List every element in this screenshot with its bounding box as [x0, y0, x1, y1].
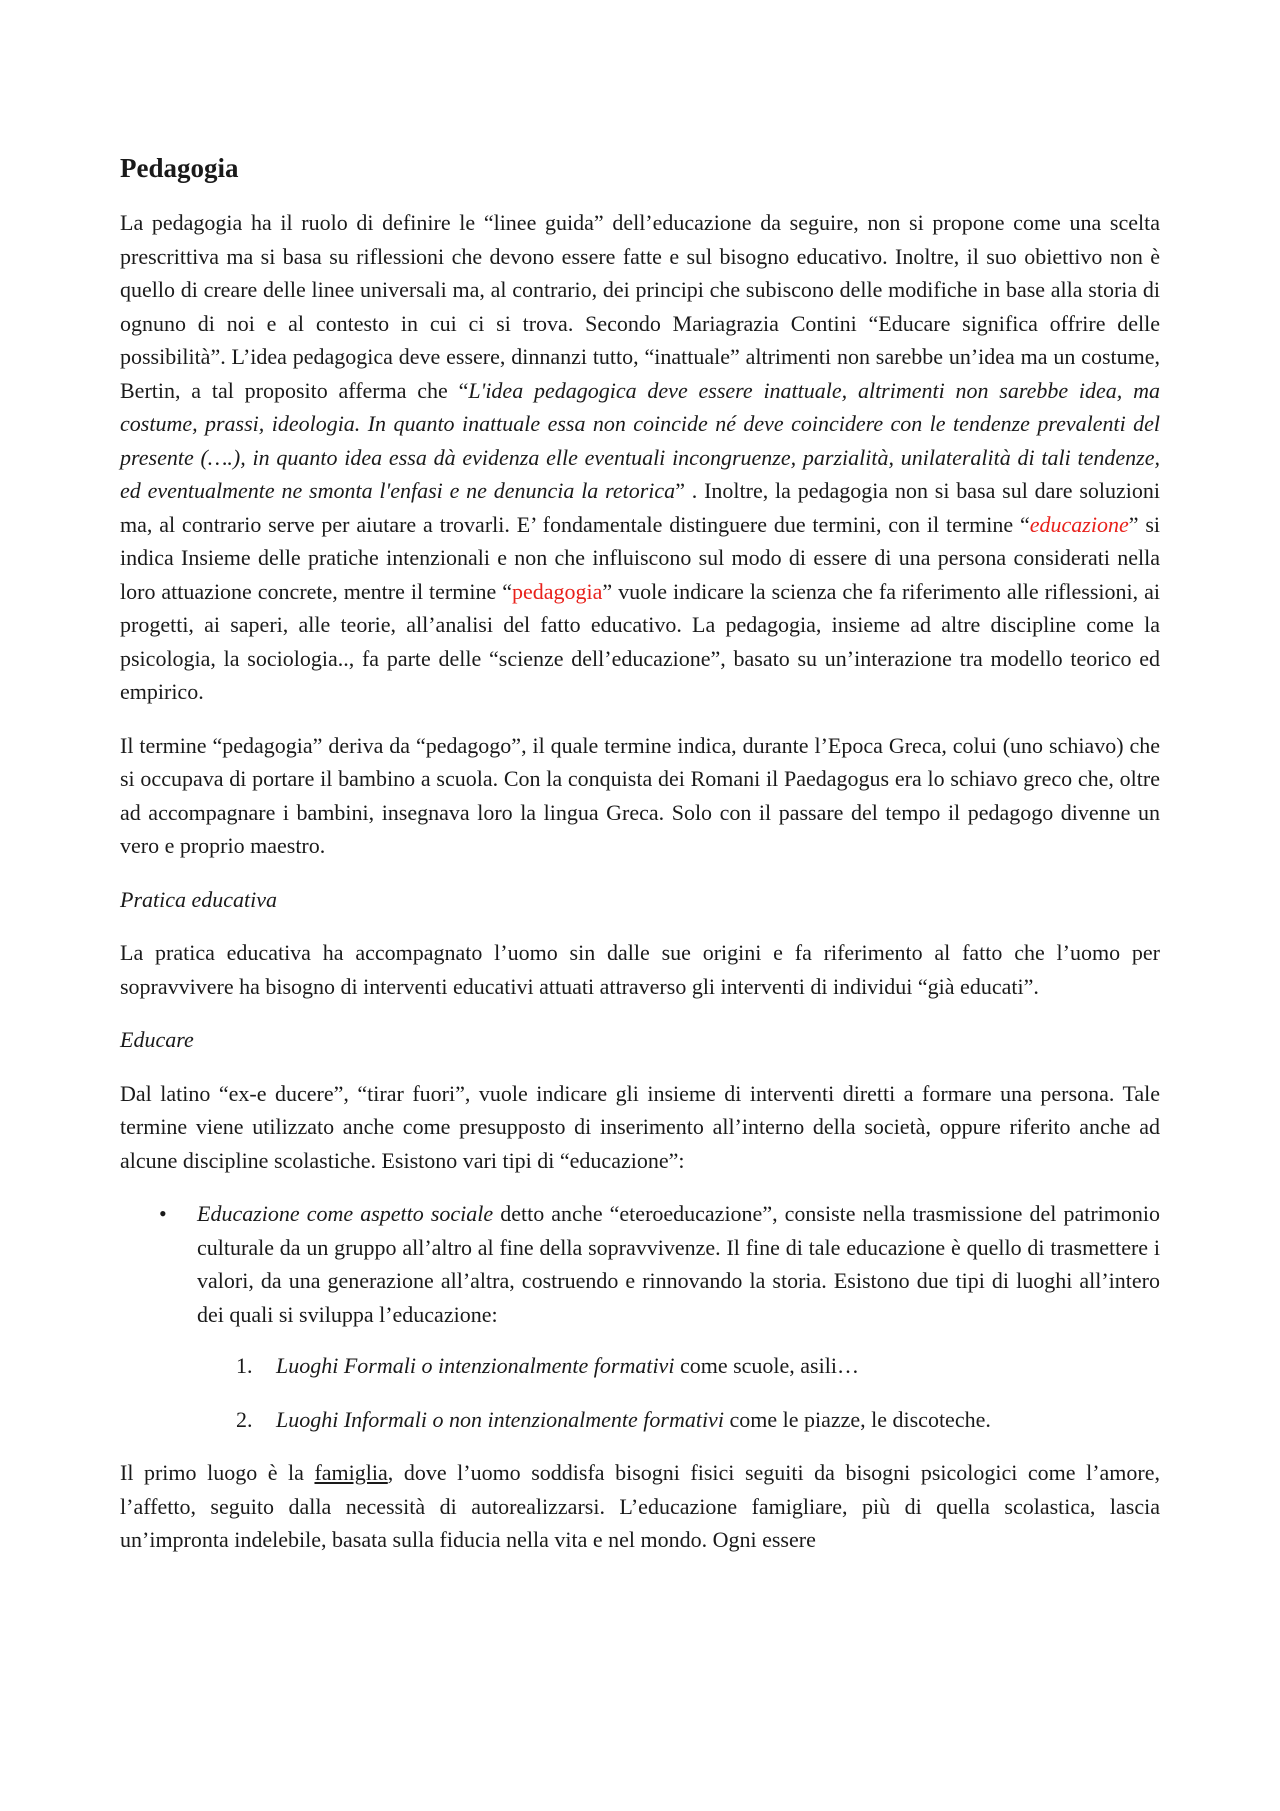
bullet-mark: •: [159, 1201, 167, 1226]
intro-text-3: ” si indica Insieme delle pratiche intenzionali e non che influiscono sul modo di essere di una persona considerati nella loro attuazione concrete, mentre il termine “: [120, 511, 1160, 604]
intro-text-4: ” vuole indicare la scienza che fa riferimento alle riflessioni, ai progetti, ai saperi, alle teorie, all’analisi del fatto educativo. La pedagogia, insieme ad altre discipline come la psicologia, la sociologia.., fa parte delle “scienze dell’educazione”, basato su un’interazione tra modello teorico ed empirico.: [120, 578, 1160, 704]
list-item: [159, 1197, 1160, 1331]
list-item: [236, 1349, 1160, 1383]
list-number: 2.: [236, 1406, 253, 1432]
bullet-italic-label: Educazione come aspetto sociale: [197, 1201, 494, 1226]
list-item: [236, 1403, 1160, 1437]
bertin-quote: L'idea pedagogica deve essere inattuale, altrimenti non sarebbe idea, ma costume, prassi, ideologia. In quanto inattuale essa non coincide né deve coincidere con le tendenze prevalenti del presente (….), in quanto idea essa dà evidenza elle eventuali incongruenze, parzialità, unilateralità di tali tendenze, ed eventualmente ne smonta l'enfasi e ne denuncia la retorica: [120, 377, 1160, 503]
list-item-italic: Luoghi Informali o non intenzionalmente formativi: [276, 1406, 724, 1432]
numbered-list: [120, 1349, 1160, 1436]
term-educazione: educazione: [1029, 511, 1129, 537]
list-item-italic: Luoghi Formali o intenzionalmente formativi: [276, 1353, 675, 1378]
section-title-educare: Educare: [120, 1027, 194, 1052]
famiglia-underlined-word: famiglia: [314, 1460, 388, 1485]
etymology-paragraph: Il termine “pedagogia” deriva da “pedagogo”, il quale termine indica, durante l’Epoca Greca, colui (uno schiavo) che si occupava di portare il bambino a scuola. Con la conquista dei Romani il Paedagogus era lo schiavo greco che, oltre ad accompagnare i bambini, insegnava loro la lingua Greca. Solo con il passare del tempo il pedagogo divenne un vero e proprio maestro.: [120, 732, 1160, 858]
educare-paragraph: Dal latino “ex-e ducere”, “tirar fuori”, vuole indicare gli insieme di interventi diretti a formare una persona. Tale termine viene utilizzato anche come presupposto di inserimento all’interno della società, oppure riferito anche ad alcune discipline scolastiche. Esistono vari tipi di “educazione”:: [120, 1080, 1160, 1173]
list-item-text: come scuole, asili…: [674, 1353, 859, 1378]
intro-text-1: La pedagogia ha il ruolo di definire le “linee guida” dell’educazione da seguire, non si propone come una scelta prescrittiva ma si basa su riflessioni che devono essere fatte e sul bisogno educativo. Inoltre, il suo obiettivo non è quello di creare delle linee universali ma, al contrario, dei principi che subiscono delle modifiche in base alla storia di ognuno di noi e al contesto in cui ci si trova. Secondo Mariagrazia Contini “Educare significa offrire delle possibilità”. L’idea pedagogica deve essere, dinnanzi tutto, “inattuale” altrimenti non sarebbe un’idea ma un costume, Bertin, a tal proposito afferma che “: [120, 210, 1160, 403]
section-title-pratica-educativa: Pratica educativa: [120, 886, 278, 912]
bullet-list: [120, 1197, 1160, 1331]
intro-paragraph: [120, 206, 1160, 709]
famiglia-paragraph: [120, 1456, 1160, 1557]
page-title: Pedagogia: [120, 153, 239, 183]
intro-text-2: ” . Inoltre, la pedagogia non si basa sul dare soluzioni ma, al contrario serve per aiutare a trovarli. E’ fondamentale distinguere due termini, con il termine “: [120, 478, 1160, 537]
pratica-paragraph: La pratica educativa ha accompagnato l’uomo sin dalle sue origini e fa riferimento al fatto che l’uomo per sopravvivere ha bisogno di interventi educativi attuati attraverso gli interventi di individui “già educati”.: [120, 940, 1160, 999]
list-item-text: come le piazze, le discoteche.: [723, 1406, 991, 1432]
famiglia-text-2: , dove l’uomo soddisfa bisogni fisici seguiti da bisogni psicologici come l’amore, l’affetto, seguito dalla necessità di autorealizzarsi. L’educazione famigliare, più di quella scolastica, lascia un’impronta indelebile, basata sulla fiducia nella vita e nel mondo. Ogni essere: [120, 1460, 1160, 1552]
term-pedagogia: pedagogia: [511, 578, 603, 604]
famiglia-text-1: Il primo luogo è la: [120, 1460, 315, 1485]
bullet-text: detto anche “eteroeducazione”, consiste nella trasmissione del patrimonio culturale da un gruppo all’altro al fine della sopravvivenze. Il fine di tale educazione è quello di trasmettere i valori, da una generazione all’altra, costruendo e rinnovando la storia. Esistono due tipi di luoghi all’intero dei quali si sviluppa l’educazione:: [197, 1201, 1160, 1327]
list-number: 1.: [236, 1353, 253, 1378]
